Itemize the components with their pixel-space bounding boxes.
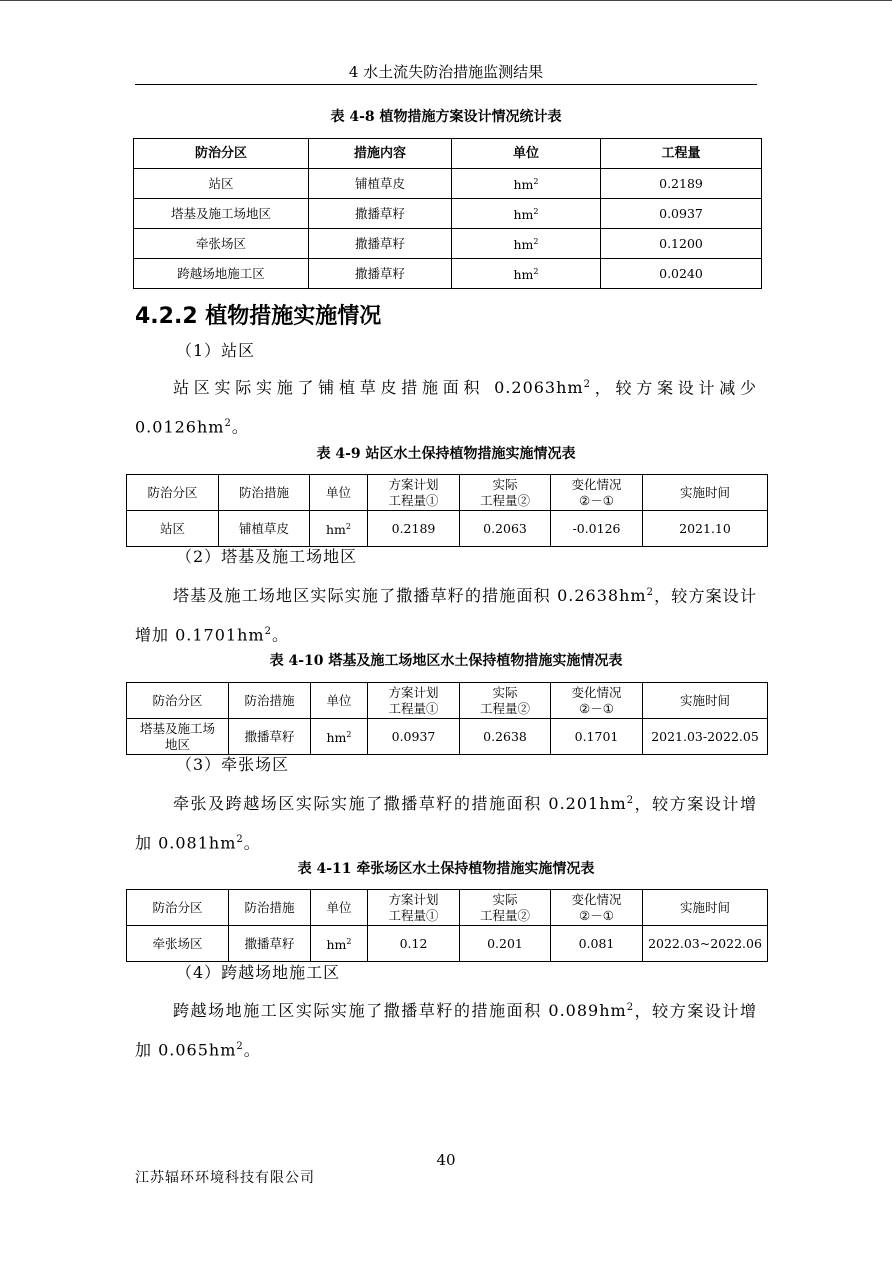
cell: 2021.03-2022.05 bbox=[643, 719, 768, 755]
cell: 牵张场区 bbox=[134, 229, 309, 259]
col-header: 实际 工程量② bbox=[460, 683, 551, 719]
cell: 塔基及施工场地区 bbox=[134, 199, 309, 229]
table-header-row bbox=[127, 683, 768, 719]
col-header: 防治分区 bbox=[127, 683, 229, 719]
cell: 铺植草皮 bbox=[309, 169, 452, 199]
cell: 0.0937 bbox=[601, 199, 762, 229]
col-header: 方案计划 工程量① bbox=[368, 683, 460, 719]
cell: 2022.03~2022.06 bbox=[643, 926, 768, 962]
cell: 0.2189 bbox=[601, 169, 762, 199]
table-4-8 bbox=[133, 138, 762, 289]
cell: $hm^2$ bbox=[310, 511, 368, 547]
subheading-tower: （2）塔基及施工场地区 bbox=[176, 547, 358, 566]
cell: 站区 bbox=[127, 511, 219, 547]
col-header: 变化情况 ②－① bbox=[551, 683, 643, 719]
cell: 铺植草皮 bbox=[219, 511, 310, 547]
col-header: 单位 bbox=[311, 683, 368, 719]
cell: $hm^2$ bbox=[452, 199, 601, 229]
cell: 撒播草籽 bbox=[309, 229, 452, 259]
cell: 0.2063 bbox=[460, 511, 551, 547]
table-header-row bbox=[127, 475, 768, 511]
cell: 撒播草籽 bbox=[309, 199, 452, 229]
cell: $hm^2$ bbox=[311, 719, 368, 755]
cell: 0.0240 bbox=[601, 259, 762, 289]
cell: 撒播草籽 bbox=[229, 926, 311, 962]
col-header: 实际 工程量② bbox=[460, 890, 551, 926]
table-header-row bbox=[134, 139, 762, 169]
table-row bbox=[134, 199, 762, 229]
table-4-11-caption: 表 4-11 牵张场区水土保持植物措施实施情况表 bbox=[297, 861, 595, 877]
cell: 0.12 bbox=[368, 926, 460, 962]
cell: -0.0126 bbox=[551, 511, 643, 547]
header-rule bbox=[135, 84, 757, 85]
paragraph-crossing: 跨越场地施工区实际实施了撒播草籽的措施面积 $0.089hm^2$，较方案设计增加 $0.065hm^2$。 bbox=[135, 1001, 757, 1060]
col-header: 单位 bbox=[310, 475, 368, 511]
section-heading: 4.2.2 植物措施实施情况 bbox=[135, 304, 382, 329]
cell: $hm^2$ bbox=[452, 169, 601, 199]
cell: 0.1200 bbox=[601, 229, 762, 259]
table-row bbox=[134, 259, 762, 289]
cell: $hm^2$ bbox=[452, 259, 601, 289]
col-header: 单位 bbox=[311, 890, 368, 926]
paragraph-tower: 塔基及施工场地区实际实施了撒播草籽的措施面积 $0.2638hm^2$，较方案设计增加 $0.1701hm^2$。 bbox=[135, 586, 757, 645]
col-header: 方案计划 工程量① bbox=[368, 475, 460, 511]
col-header: 方案计划 工程量① bbox=[368, 890, 460, 926]
table-4-8-caption: 表 4-8 植物措施方案设计情况统计表 bbox=[330, 109, 562, 125]
table-row bbox=[134, 169, 762, 199]
col-header: 单位 bbox=[452, 139, 601, 169]
paragraph-tension: 牵张及跨越场区实际实施了撒播草籽的措施面积 $0.201hm^2$，较方案设计增加 $0.081hm^2$。 bbox=[135, 794, 757, 853]
table-header-row bbox=[127, 890, 768, 926]
cell: 撒播草籽 bbox=[309, 259, 452, 289]
subheading-tension: （3）牵张场区 bbox=[176, 755, 290, 774]
col-header: 变化情况 ②－① bbox=[551, 475, 643, 511]
page-header: 4 水土流失防治措施监测结果 bbox=[348, 63, 544, 81]
cell: 塔基及施工场 地区 bbox=[127, 719, 229, 755]
company-footer: 江苏辐环环境科技有限公司 bbox=[135, 1170, 315, 1186]
table-4-11 bbox=[126, 889, 768, 962]
col-header: 防治措施 bbox=[229, 890, 311, 926]
col-header: 措施内容 bbox=[309, 139, 452, 169]
cell: $hm^2$ bbox=[452, 229, 601, 259]
table-4-10 bbox=[126, 682, 768, 755]
cell: 0.2638 bbox=[460, 719, 551, 755]
col-header: 实施时间 bbox=[643, 475, 768, 511]
cell: 2021.10 bbox=[643, 511, 768, 547]
paragraph-station: 站区实际实施了铺植草皮措施面积 $0.2063hm^2$，较方案设计减少 $0.0126hm^2$。 bbox=[135, 378, 757, 437]
cell: 0.1701 bbox=[551, 719, 643, 755]
table-4-9-caption: 表 4-9 站区水土保持植物措施实施情况表 bbox=[316, 446, 576, 462]
cell: 0.081 bbox=[551, 926, 643, 962]
page-number: 40 bbox=[436, 1151, 456, 1169]
cell: 0.201 bbox=[460, 926, 551, 962]
subheading-station: （1）站区 bbox=[176, 341, 256, 360]
top-border bbox=[0, 0, 892, 1]
table-row bbox=[127, 511, 768, 547]
col-header: 变化情况 ②－① bbox=[551, 890, 643, 926]
subheading-crossing: （4）跨越场地施工区 bbox=[176, 963, 341, 982]
cell: 0.0937 bbox=[368, 719, 460, 755]
cell: 牵张场区 bbox=[127, 926, 229, 962]
cell: 撒播草籽 bbox=[229, 719, 311, 755]
col-header: 实施时间 bbox=[643, 890, 768, 926]
cell: 0.2189 bbox=[368, 511, 460, 547]
cell: $hm^2$ bbox=[311, 926, 368, 962]
col-header: 防治措施 bbox=[219, 475, 310, 511]
table-row bbox=[134, 229, 762, 259]
col-header: 防治措施 bbox=[229, 683, 311, 719]
col-header: 防治分区 bbox=[134, 139, 309, 169]
cell: 跨越场地施工区 bbox=[134, 259, 309, 289]
col-header: 实施时间 bbox=[643, 683, 768, 719]
col-header: 防治分区 bbox=[127, 890, 229, 926]
cell: 站区 bbox=[134, 169, 309, 199]
table-row bbox=[127, 926, 768, 962]
col-header: 防治分区 bbox=[127, 475, 219, 511]
table-row bbox=[127, 719, 768, 755]
col-header: 实际 工程量② bbox=[460, 475, 551, 511]
table-4-10-caption: 表 4-10 塔基及施工场地区水土保持植物措施实施情况表 bbox=[269, 653, 623, 669]
col-header: 工程量 bbox=[601, 139, 762, 169]
table-4-9 bbox=[126, 474, 768, 547]
